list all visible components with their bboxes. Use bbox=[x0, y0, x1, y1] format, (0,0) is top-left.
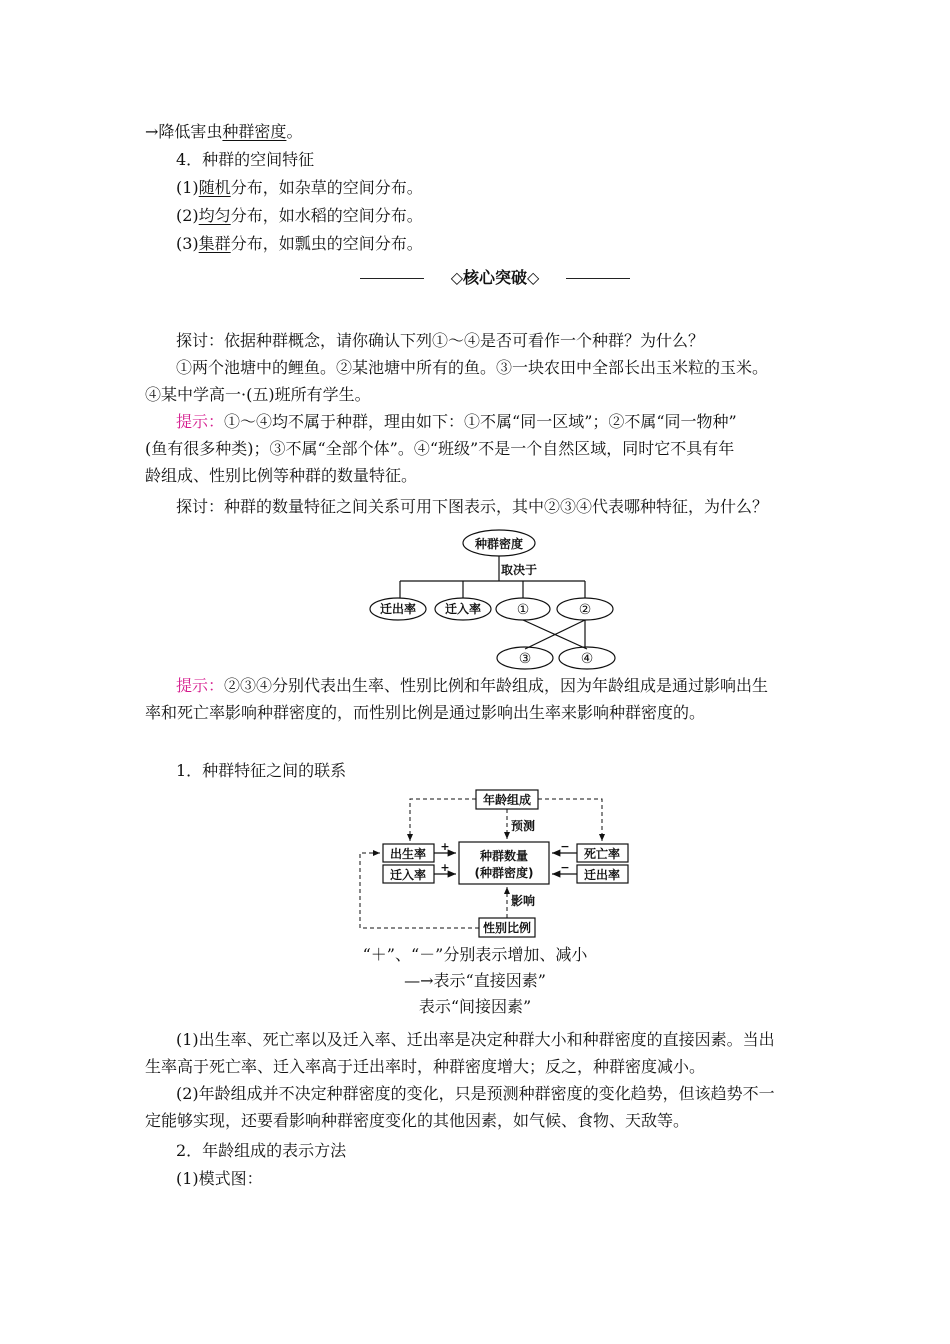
label-influence: 影响 bbox=[510, 894, 536, 908]
paragraph-pest-density: →降低害虫种群密度。 bbox=[145, 122, 303, 141]
question-1-items-a: ①两个池塘中的鲤鱼。②某池塘中所有的鱼。③一块农田中全部长出玉米粒的玉米。 bbox=[176, 358, 769, 377]
underlined-term: 种群密度 bbox=[222, 122, 287, 141]
density-diagram bbox=[360, 524, 630, 670]
answer-1-line-1: 提示：①～④均不属于种群，理由如下：①不属“同一区域”；②不属“同一物种” bbox=[176, 412, 737, 431]
banner-rule-right bbox=[566, 278, 630, 279]
relations-diagram bbox=[350, 788, 640, 940]
label-emigration: 迁出率 bbox=[379, 602, 417, 616]
label-emigration: 迁出率 bbox=[583, 868, 621, 882]
question-2: 探讨：种群的数量特征之间关系可用下图表示，其中②③④代表哪种特征，为什么？ bbox=[176, 497, 769, 516]
heading-age-structure: 2．年龄组成的表示方法 bbox=[176, 1141, 347, 1160]
label-density: (种群密度) bbox=[474, 866, 534, 880]
sign-minus-death: − bbox=[560, 840, 570, 853]
heading-spatial-features: 4．种群的空间特征 bbox=[176, 150, 315, 169]
label-circle-4: ④ bbox=[580, 651, 594, 667]
spatial-item-random: (1)随机分布，如杂草的空间分布。 bbox=[176, 178, 423, 197]
hint-label: 提示： bbox=[176, 412, 225, 431]
sign-plus-immigration: + bbox=[440, 861, 450, 874]
point-1-line-1: (1)出生率、死亡率以及迁入率、迁出率是决定种群大小和种群密度的直接因素。当出 bbox=[176, 1030, 775, 1049]
label-circle-2: ② bbox=[578, 602, 592, 618]
label-immigration: 迁入率 bbox=[389, 868, 427, 882]
point-2-line-1: (2)年龄组成并不决定种群密度的变化，只是预测种群密度的变化趋势，但该趋势不一 bbox=[176, 1084, 775, 1103]
label-sex: 性别比例 bbox=[482, 921, 532, 935]
point-1-line-2: 生率高于死亡率、迁入率高于迁出率时，种群密度增大；反之，种群密度减小。 bbox=[145, 1057, 706, 1076]
underlined-term: 集群 bbox=[198, 234, 231, 253]
sign-minus-emigration: − bbox=[560, 861, 570, 874]
section-banner bbox=[360, 266, 630, 292]
label-edge: 取决于 bbox=[500, 563, 538, 577]
dashed-age-to-death bbox=[538, 799, 602, 841]
heading-relations: 1．种群特征之间的联系 bbox=[176, 761, 347, 780]
label-birth: 出生率 bbox=[389, 847, 427, 861]
label-circle-3: ③ bbox=[518, 651, 532, 667]
answer-1-line-3: 龄组成、性别比例等种群的数量特征。 bbox=[145, 466, 418, 485]
dashed-age-to-birth bbox=[410, 799, 476, 841]
dashed-sex-to-birth bbox=[360, 853, 479, 928]
question-1-items-b: ④某中学高一·(五)班所有学生。 bbox=[145, 385, 371, 404]
question-1: 探讨：依据种群概念，请你确认下列①～④是否可看作一个种群？为什么？ bbox=[176, 331, 705, 350]
heading-model-diagram: (1)模式图： bbox=[176, 1169, 263, 1188]
spatial-item-uniform: (2)均匀分布，如水稻的空间分布。 bbox=[176, 206, 423, 225]
banner-title: ◇核心突破◇ bbox=[450, 268, 540, 287]
point-2-line-2: 定能够实现，还要看影响种群密度变化的其他因素，如气候、食物、天敌等。 bbox=[145, 1111, 690, 1130]
answer-1-line-2: (鱼有很多种类)；③不属“全部个体”。④“班级”不是一个自然区域，同时它不具有年 bbox=[145, 439, 735, 458]
legend-indirect: 表示“间接因素” bbox=[418, 997, 532, 1016]
legend-signs: “＋”、“－”分别表示增加、减小 bbox=[362, 945, 588, 964]
label-circle-1: ① bbox=[516, 602, 530, 618]
label-immigration: 迁入率 bbox=[444, 602, 482, 616]
spatial-item-clumped: (3)集群分布，如瓢虫的空间分布。 bbox=[176, 234, 423, 253]
legend-direct: —→表示“直接因素” bbox=[404, 971, 546, 990]
hint-label: 提示： bbox=[176, 676, 225, 695]
underlined-term: 随机 bbox=[198, 178, 231, 197]
label-predict: 预测 bbox=[510, 819, 536, 833]
answer-2-line-1: 提示：②③④分别代表出生率、性别比例和年龄组成，因为年龄组成是通过影响出生 bbox=[176, 676, 769, 695]
label-death: 死亡率 bbox=[583, 847, 621, 861]
answer-2-line-2: 率和死亡率影响种群密度的，而性别比例是通过影响出生率来影响种群密度的。 bbox=[145, 703, 706, 722]
label-age: 年龄组成 bbox=[482, 793, 532, 807]
label-population: 种群数量 bbox=[479, 849, 529, 863]
sign-plus-birth: + bbox=[440, 840, 450, 853]
underlined-term: 均匀 bbox=[198, 206, 231, 225]
label-density: 种群密度 bbox=[474, 537, 524, 551]
